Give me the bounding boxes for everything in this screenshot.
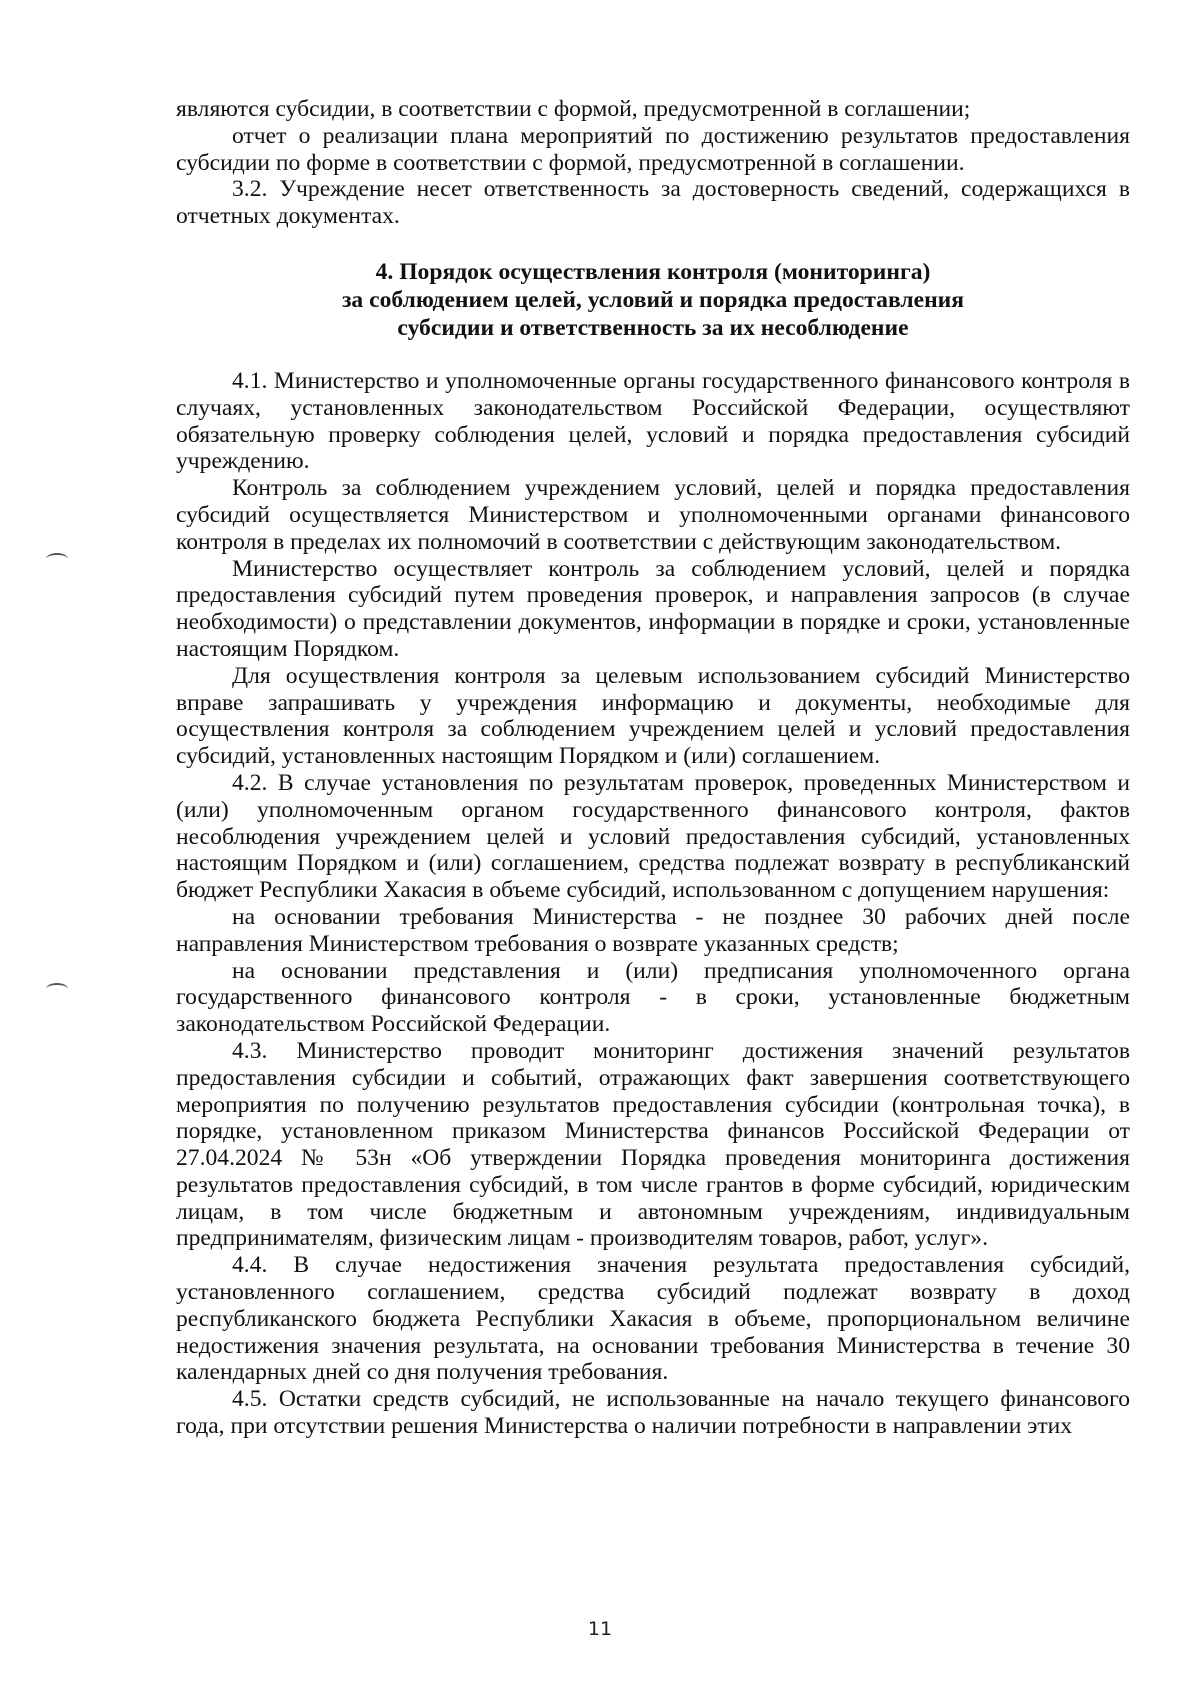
paragraph-report-plan: отчет о реализации плана мероприятий по достижению результатов предоставления субсидии по форме в соответствии с формой, предусмотренной в соглашении. [176, 122, 1130, 176]
heading-line-3: субсидии и ответственность за их несоблюдение [397, 314, 909, 341]
document-page [176, 96, 1130, 1440]
paragraph-ministry-requirement: на основании требования Министерства - не позднее 30 рабочих дней после направления Министерством требования о возврате указанных средств; [176, 903, 1130, 957]
paragraph-4-4: 4.4. В случае недостижения значения результата предоставления субсидий, установленного соглашением, средства субсидий подлежат возврату в доход республиканского бюджета Республики Хакасия в объеме, пропорциональном величине недостижения значения результата, на основании требования Министерства в течение 30 календарных дней со дня получения требования. [176, 1252, 1130, 1386]
margin-mark [46, 553, 68, 565]
paragraph-ministry-control: Министерство осуществляет контроль за соблюдением условий, целей и порядка предоставления субсидий путем проведения проверок, и направления запросов (в случае необходимости) о представлении документов, информации в порядке и сроки, установленные настоящим Порядком. [176, 555, 1130, 662]
paragraph-control: Контроль за соблюдением учреждением условий, целей и порядка предоставления субсидий осуществляется Министерством и уполномоченными органами финансового контроля в пределах их полномочий в соответствии с действующим законодательством. [176, 475, 1130, 555]
heading-line-2: за соблюдением целей, условий и порядка предоставления [341, 286, 965, 313]
paragraph-target-use: Для осуществления контроля за целевым использованием субсидий Министерство вправе запрашивать у учреждения информацию и документы, необходимые для осуществления контроля за соблюдением учреждением целей и условий предоставления субсидий, установленных настоящим Порядком и (или) соглашением. [176, 662, 1130, 770]
paragraph-3-2: 3.2. Учреждение несет ответственность за достоверность сведений, содержащихся в отчетных документах. [176, 176, 1130, 230]
margin-mark [46, 983, 68, 995]
paragraph-4-3: 4.3. Министерство проводит мониторинг достижения значений результатов предоставления субсидии и событий, отражающих факт завершения соответствующего мероприятия по получению результатов предоставления субсидии (контрольная точка), в порядке, установленном приказом Министерства финансов Российской Федерации от 27.04.2024 № 53н «Об утверждении Порядка проведения мониторинга достижения результатов предоставления субсидий, в том числе грантов в форме субсидий, юридическим лицам, в том числе бюджетным и автономным учреждениям, индивидуальным предпринимателям, физическим лицам - производителям товаров, работ, услуг». [176, 1037, 1130, 1252]
heading-line-1: 4. Порядок осуществления контроля (мониторинга) [375, 258, 931, 285]
paragraph-control-body-order: на основании представления и (или) предписания уполномоченного органа государственного финансового контроля - в сроки, установленные бюджетным законодательством Российской Федерации. [176, 957, 1130, 1038]
section-heading [176, 258, 1130, 342]
paragraph-continuation: являются субсидии, в соответствии с формой, предусмотренной в соглашении; [176, 96, 971, 122]
page-number: 11 [587, 1618, 613, 1640]
paragraph-4-1: 4.1. Министерство и уполномоченные органы государственного финансового контроля в случаях, установленных законодательством Российской Федерации, осуществляют обязательную проверку соблюдения целей, условий и порядка предоставления субсидий учреждению. [176, 367, 1130, 475]
paragraph-4-5: 4.5. Остатки средств субсидий, не использованные на начало текущего финансового года, при отсутствии решения Министерства о наличии потребности в направлении этих [176, 1386, 1130, 1440]
paragraph-4-2: 4.2. В случае установления по результатам проверок, проведенных Министерством и (или) уполномоченным органом государственного финансового контроля, фактов несоблюдения учреждением целей и условий предоставления субсидий, установленных настоящим Порядком и (или) соглашением, средства подлежат возврату в республиканский бюджет Республики Хакасия в объеме субсидий, использованном с допущением нарушения: [176, 769, 1130, 904]
